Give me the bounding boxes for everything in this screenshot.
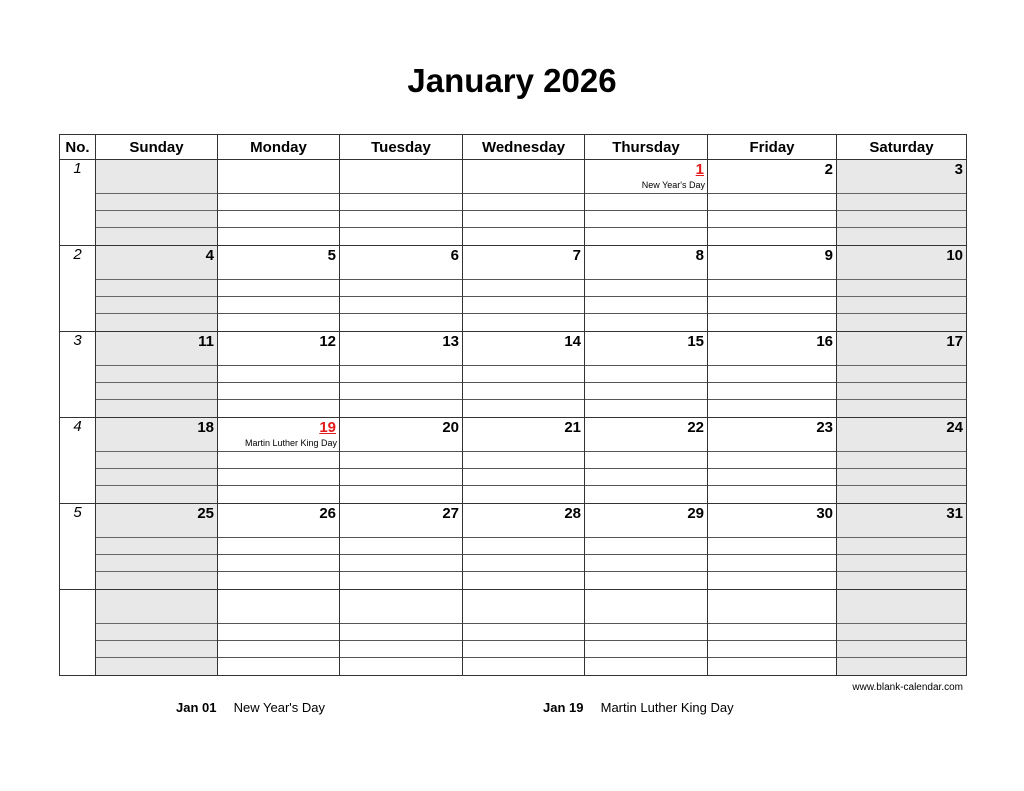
note-line [708,399,836,400]
note-line [96,554,217,555]
note-line [218,313,339,314]
note-line [837,210,966,211]
day-number: 25 [197,505,214,522]
note-line [218,537,339,538]
day-box [708,504,836,589]
note-line [837,640,966,641]
note-line [585,571,707,572]
note-line [96,399,217,400]
note-line [340,657,462,658]
note-line [218,468,339,469]
day-box [340,418,462,503]
note-line [585,657,707,658]
note-line [708,640,836,641]
note-line [585,640,707,641]
note-line [585,296,707,297]
note-line [708,554,836,555]
day-number: 3 [954,161,963,178]
week-row [60,590,967,676]
day-cell[interactable] [837,590,967,676]
day-box [585,504,707,589]
day-number: 30 [816,505,833,522]
note-line [585,485,707,486]
day-box [837,418,966,503]
note-line [585,623,707,624]
week-row [60,504,967,590]
note-line [340,623,462,624]
day-box [340,590,462,675]
note-line [585,227,707,228]
note-line [218,657,339,658]
day-number: 28 [564,505,581,522]
day-number: 5 [327,247,336,264]
note-line [340,399,462,400]
week-row [60,246,967,332]
note-line [463,279,584,280]
day-number: 31 [946,505,963,522]
note-line [708,227,836,228]
note-line [340,365,462,366]
legend-item [543,700,734,715]
note-line [96,313,217,314]
note-line [585,313,707,314]
day-number: 8 [695,247,704,264]
day-cell[interactable] [585,160,708,246]
note-line [463,657,584,658]
note-line [463,399,584,400]
week-row [60,332,967,418]
note-line [96,657,217,658]
day-box [96,332,217,417]
note-line [340,640,462,641]
day-number: 13 [442,333,459,350]
note-line [340,296,462,297]
day-number: 22 [687,419,704,436]
note-line [218,227,339,228]
day-box [708,418,836,503]
note-line [585,279,707,280]
note-line [96,210,217,211]
day-box [463,332,584,417]
note-line [218,210,339,211]
day-cell[interactable] [463,160,585,246]
note-line [96,640,217,641]
note-line [96,296,217,297]
day-box [218,246,339,331]
day-number: 18 [197,419,214,436]
day-box [340,332,462,417]
day-number: 7 [572,247,581,264]
note-line [837,296,966,297]
note-line [463,554,584,555]
day-cell[interactable] [708,332,837,418]
note-line [708,313,836,314]
day-cell[interactable] [708,418,837,504]
day-box [218,418,339,503]
note-line [463,227,584,228]
day-number: 19 [319,419,336,436]
day-number: 16 [816,333,833,350]
day-box [585,590,707,675]
day-number: 14 [564,333,581,350]
note-line [463,313,584,314]
day-cell[interactable] [340,246,463,332]
day-cell[interactable] [218,246,340,332]
note-line [708,382,836,383]
note-line [340,537,462,538]
note-line [218,623,339,624]
day-box [585,418,707,503]
day-cell[interactable] [340,160,463,246]
note-line [340,210,462,211]
note-line [708,193,836,194]
calendar-title: January 2026 [407,62,617,99]
note-line [96,193,217,194]
day-box [218,590,339,675]
note-line [218,193,339,194]
day-box [837,590,966,675]
day-box [96,418,217,503]
day-number: 11 [198,333,214,350]
note-line [218,296,339,297]
holiday-label: New Year's Day [641,180,705,190]
note-line [340,227,462,228]
week-number: 5 [60,504,96,590]
day-box [837,504,966,589]
day-cell[interactable] [585,418,708,504]
note-line [708,365,836,366]
note-line [837,313,966,314]
day-cell[interactable] [708,160,837,246]
note-line [837,571,966,572]
week-number: 2 [60,246,96,332]
header-sunday: Sunday [96,135,218,160]
day-cell[interactable] [340,332,463,418]
note-line [837,451,966,452]
day-cell[interactable] [585,590,708,676]
header-monday: Monday [218,135,340,160]
day-number: 20 [442,419,459,436]
note-line [463,210,584,211]
header-friday: Friday [708,135,837,160]
note-line [837,537,966,538]
day-cell[interactable] [837,332,967,418]
note-line [96,451,217,452]
day-cell[interactable] [96,246,218,332]
week-row [60,160,967,246]
week-number: 3 [60,332,96,418]
day-number: 24 [946,419,963,436]
note-line [708,537,836,538]
note-line [218,554,339,555]
day-cell[interactable] [837,246,967,332]
note-line [837,279,966,280]
day-cell[interactable] [96,504,218,590]
note-line [585,537,707,538]
day-box [340,246,462,331]
note-line [585,365,707,366]
day-number: 12 [319,333,336,350]
note-line [708,451,836,452]
note-line [585,468,707,469]
note-line [218,279,339,280]
week-row [60,418,967,504]
day-box [837,332,966,417]
note-line [708,468,836,469]
note-line [585,399,707,400]
note-line [708,623,836,624]
note-line [837,382,966,383]
note-line [837,485,966,486]
day-cell[interactable] [708,590,837,676]
note-line [585,451,707,452]
note-line [837,623,966,624]
day-cell[interactable] [708,246,837,332]
header-thursday: Thursday [585,135,708,160]
day-number: 1 [695,161,704,178]
day-box [463,590,584,675]
day-cell[interactable] [463,590,585,676]
day-number: 21 [564,419,581,436]
note-line [96,571,217,572]
day-number: 23 [816,419,833,436]
note-line [218,399,339,400]
note-line [96,227,217,228]
day-cell[interactable] [585,332,708,418]
day-cell[interactable] [463,504,585,590]
day-cell[interactable] [837,418,967,504]
note-line [340,279,462,280]
day-cell[interactable] [463,332,585,418]
day-box [96,590,217,675]
note-line [96,279,217,280]
note-line [218,640,339,641]
day-cell[interactable] [463,246,585,332]
header-wednesday: Wednesday [463,135,585,160]
day-number: 27 [442,505,459,522]
note-line [837,399,966,400]
day-box [218,332,339,417]
note-line [837,227,966,228]
day-box [218,504,339,589]
day-number: 6 [450,247,459,264]
day-cell[interactable] [218,160,340,246]
week-number: 4 [60,418,96,504]
day-number: 4 [205,247,214,264]
day-box [463,246,584,331]
legend-date: Jan 01 [176,700,217,715]
note-line [837,193,966,194]
week-number: 1 [60,160,96,246]
header-tuesday: Tuesday [340,135,463,160]
note-line [463,537,584,538]
day-box [837,160,966,245]
day-box [585,246,707,331]
note-line [463,296,584,297]
note-line [96,468,217,469]
day-box [463,418,584,503]
note-line [463,451,584,452]
note-line [340,554,462,555]
header-week-number: No. [60,135,96,160]
note-line [218,382,339,383]
note-line [708,210,836,211]
note-line [218,571,339,572]
note-line [585,193,707,194]
day-box [837,246,966,331]
day-cell[interactable] [96,160,218,246]
note-line [340,313,462,314]
day-box [585,332,707,417]
note-line [463,193,584,194]
day-box [708,590,836,675]
day-box [708,246,836,331]
note-line [463,623,584,624]
note-line [708,571,836,572]
note-line [340,485,462,486]
day-cell[interactable] [218,504,340,590]
note-line [218,365,339,366]
note-line [463,640,584,641]
day-cell[interactable] [837,160,967,246]
week-number [60,590,96,676]
header-row [60,135,967,160]
note-line [585,210,707,211]
note-line [463,468,584,469]
day-cell[interactable] [96,332,218,418]
day-box [96,160,217,245]
note-line [340,468,462,469]
calendar-grid [59,134,967,676]
note-line [463,382,584,383]
day-box [463,504,584,589]
note-line [96,382,217,383]
note-line [340,451,462,452]
day-cell[interactable] [96,590,218,676]
note-line [218,485,339,486]
note-line [96,365,217,366]
day-cell[interactable] [340,504,463,590]
day-number: 10 [946,247,963,264]
day-number: 26 [319,505,336,522]
day-box [96,504,217,589]
note-line [340,382,462,383]
day-box [218,160,339,245]
note-line [837,554,966,555]
note-line [96,485,217,486]
day-box [340,160,462,245]
legend-item [176,700,325,715]
day-cell[interactable] [708,504,837,590]
day-cell[interactable] [837,504,967,590]
note-line [708,279,836,280]
note-line [837,468,966,469]
day-box [340,504,462,589]
day-number: 17 [946,333,963,350]
note-line [585,382,707,383]
note-line [708,296,836,297]
note-line [837,365,966,366]
note-line [96,623,217,624]
note-line [708,485,836,486]
day-box [96,246,217,331]
day-number: 9 [824,247,833,264]
day-box [463,160,584,245]
website-credit: www.blank-calendar.com [852,682,963,693]
legend-holiday-name: New Year's Day [233,700,325,715]
note-line [218,451,339,452]
note-line [463,571,584,572]
day-cell[interactable] [218,590,340,676]
day-cell[interactable] [585,504,708,590]
note-line [585,554,707,555]
note-line [463,365,584,366]
day-number: 29 [687,505,704,522]
legend-holiday-name: Martin Luther King Day [600,700,734,715]
day-cell[interactable] [340,590,463,676]
day-number: 2 [824,161,833,178]
day-cell[interactable] [218,418,340,504]
day-cell[interactable] [96,418,218,504]
day-box [708,332,836,417]
day-box [585,160,707,245]
day-cell[interactable] [585,246,708,332]
note-line [340,193,462,194]
header-saturday: Saturday [837,135,967,160]
day-cell[interactable] [218,332,340,418]
day-box [708,160,836,245]
day-number: 15 [687,333,704,350]
holiday-label: Martin Luther King Day [244,438,337,448]
note-line [96,537,217,538]
day-cell[interactable] [463,418,585,504]
legend-date: Jan 19 [543,700,584,715]
note-line [837,657,966,658]
note-line [463,485,584,486]
day-cell[interactable] [340,418,463,504]
note-line [340,571,462,572]
note-line [708,657,836,658]
